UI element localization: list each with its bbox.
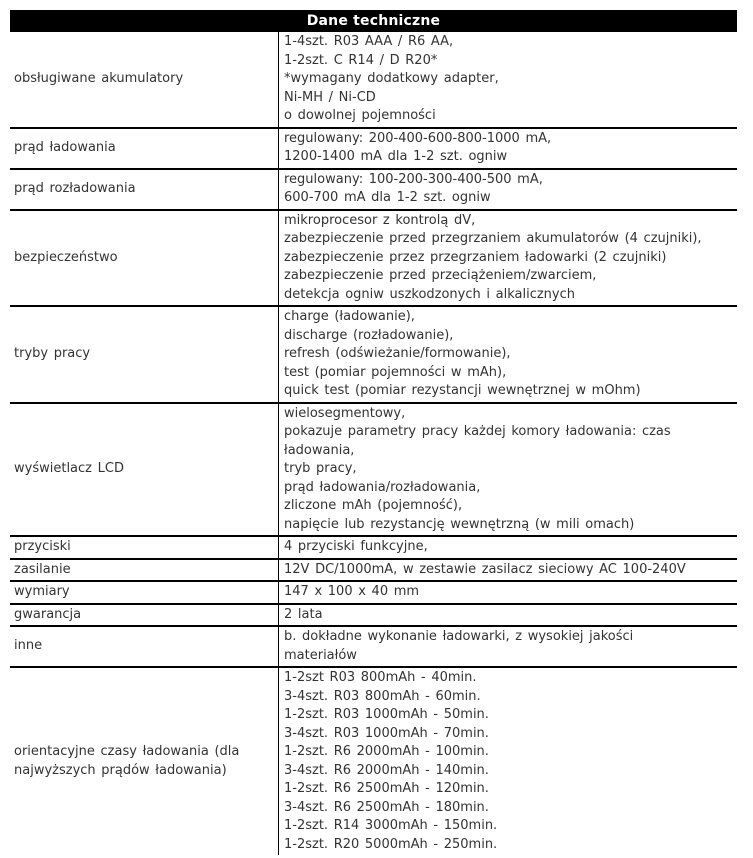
value-line: 3-4szt. R6 2500mAh - 180min. (284, 799, 489, 815)
value-line: 1-2szt R03 800mAh - 40min. (284, 670, 477, 685)
row-value (278, 627, 737, 666)
value-line: 147 x 100 x 40 mm (284, 584, 420, 599)
row-value (278, 560, 737, 581)
value-line: refresh (odświeżanie/formowanie), (284, 346, 511, 361)
value-line: 1-2szt. R6 2500mAh - 120min. (284, 781, 489, 796)
value-line: *wymagany dodatkowy adapter, (284, 71, 499, 86)
value-line: tryb pracy, (284, 461, 357, 476)
table-row (10, 537, 737, 560)
value-line: detekcja ogniw uszkodzonych i alkalicznych (284, 286, 575, 302)
table-row (10, 307, 737, 404)
value-line: 1-2szt. R6 2000mAh - 100min. (284, 744, 489, 759)
row-value (278, 668, 737, 855)
table-row (10, 605, 737, 628)
row-label: obsługiwane akumulatory (14, 71, 184, 86)
value-line: zliczone mAh (pojemność), (284, 498, 463, 513)
table-row (10, 560, 737, 583)
value-line: wielosegmentowy, (284, 405, 406, 421)
row-label: zasilanie (14, 561, 71, 577)
value-line: 1-2szt. R14 3000mAh - 150min. (284, 818, 498, 833)
row-value (278, 605, 737, 626)
value-line: materiałów (284, 647, 357, 663)
value-line: 4 przyciski funkcyjne, (284, 539, 428, 554)
row-label: orientacyjne czasy ładowania (dla najwyższych prądów ładowania) (14, 744, 240, 778)
table-row (10, 627, 737, 668)
row-value (278, 129, 737, 168)
value-line: 1-2szt. C R14 / D R20* (284, 52, 438, 68)
value-line: ładowania, (284, 442, 355, 458)
row-value (278, 404, 737, 536)
row-value (278, 582, 737, 603)
value-line: 12V DC/1000mA, w zestawie zasilacz sieciowy AC 100-240V (284, 561, 686, 577)
value-line: o dowolnej pojemności (284, 108, 436, 123)
spec-table (10, 10, 737, 855)
table-row (10, 129, 737, 170)
value-line: 1-4szt. R03 AAA / R6 AA, (284, 34, 454, 49)
value-line: test (pomiar pojemności w mAh), (284, 364, 507, 380)
value-line: zabezpieczenie przez przegrzaniem ładowarki (2 czujniki) (284, 249, 667, 265)
value-line: discharge (rozładowanie), (284, 327, 454, 343)
row-value (278, 32, 737, 127)
value-line: mikroprocesor z kontrolą dV, (284, 212, 476, 228)
value-line: 1-2szt. R20 5000mAh - 250min. (284, 836, 498, 852)
row-label: bezpieczeństwo (14, 249, 118, 265)
value-line: zabezpieczenie przed przegrzaniem akumulatorów (4 czujniki), (284, 231, 702, 246)
value-line: 1-2szt. R03 1000mAh - 50min. (284, 707, 489, 722)
value-line: prąd ładowania/rozładowania, (284, 479, 481, 495)
row-label: inne (14, 638, 43, 654)
table-row (10, 668, 737, 855)
row-value (278, 211, 737, 306)
table-row (10, 404, 737, 538)
value-line: 600-700 mA dla 1-2 szt. ogniw (284, 190, 491, 205)
row-value (278, 537, 737, 558)
value-line: 3-4szt. R6 2000mAh - 140min. (284, 762, 489, 778)
value-line: 1200-1400 mA dla 1-2 szt. ogniw (284, 149, 508, 164)
value-line: pokazuje parametry pracy każdej komory ładowania: czas (284, 424, 671, 439)
value-line: 3-4szt. R03 800mAh - 60min. (284, 688, 481, 704)
table-row (10, 582, 737, 605)
table-row (10, 32, 737, 129)
table-title: Dane techniczne (10, 10, 737, 32)
value-line: Ni-MH / Ni-CD (284, 89, 376, 105)
row-label: wymiary (14, 584, 70, 599)
value-line: b. dokładne wykonanie ładowarki, z wysokiej jakości (284, 629, 634, 644)
value-line: charge (ładowanie), (284, 309, 415, 324)
spec-table-body (10, 32, 737, 855)
table-row (10, 170, 737, 211)
table-row (10, 211, 737, 308)
value-line: 3-4szt. R03 1000mAh - 70min. (284, 725, 489, 741)
value-line: regulowany: 100-200-300-400-500 mA, (284, 171, 543, 187)
row-value (278, 307, 737, 402)
row-label: wyświetlacz LCD (14, 461, 124, 476)
value-line: quick test (pomiar rezystancji wewnętrznej w mOhm) (284, 383, 641, 398)
row-label: gwarancja (14, 606, 82, 622)
row-value (278, 170, 737, 209)
value-line: napięcie lub rezystancję wewnętrzną (w mili omach) (284, 516, 635, 532)
row-label: tryby pracy (14, 346, 91, 361)
value-line: zabezpieczenie przed przeciążeniem/zwarciem, (284, 268, 597, 283)
row-label: prąd ładowania (14, 139, 116, 155)
value-line: 2 lata (284, 606, 323, 622)
row-label: prąd rozładowania (14, 180, 136, 196)
row-label: przyciski (14, 539, 71, 554)
value-line: regulowany: 200-400-600-800-1000 mA, (284, 130, 552, 146)
